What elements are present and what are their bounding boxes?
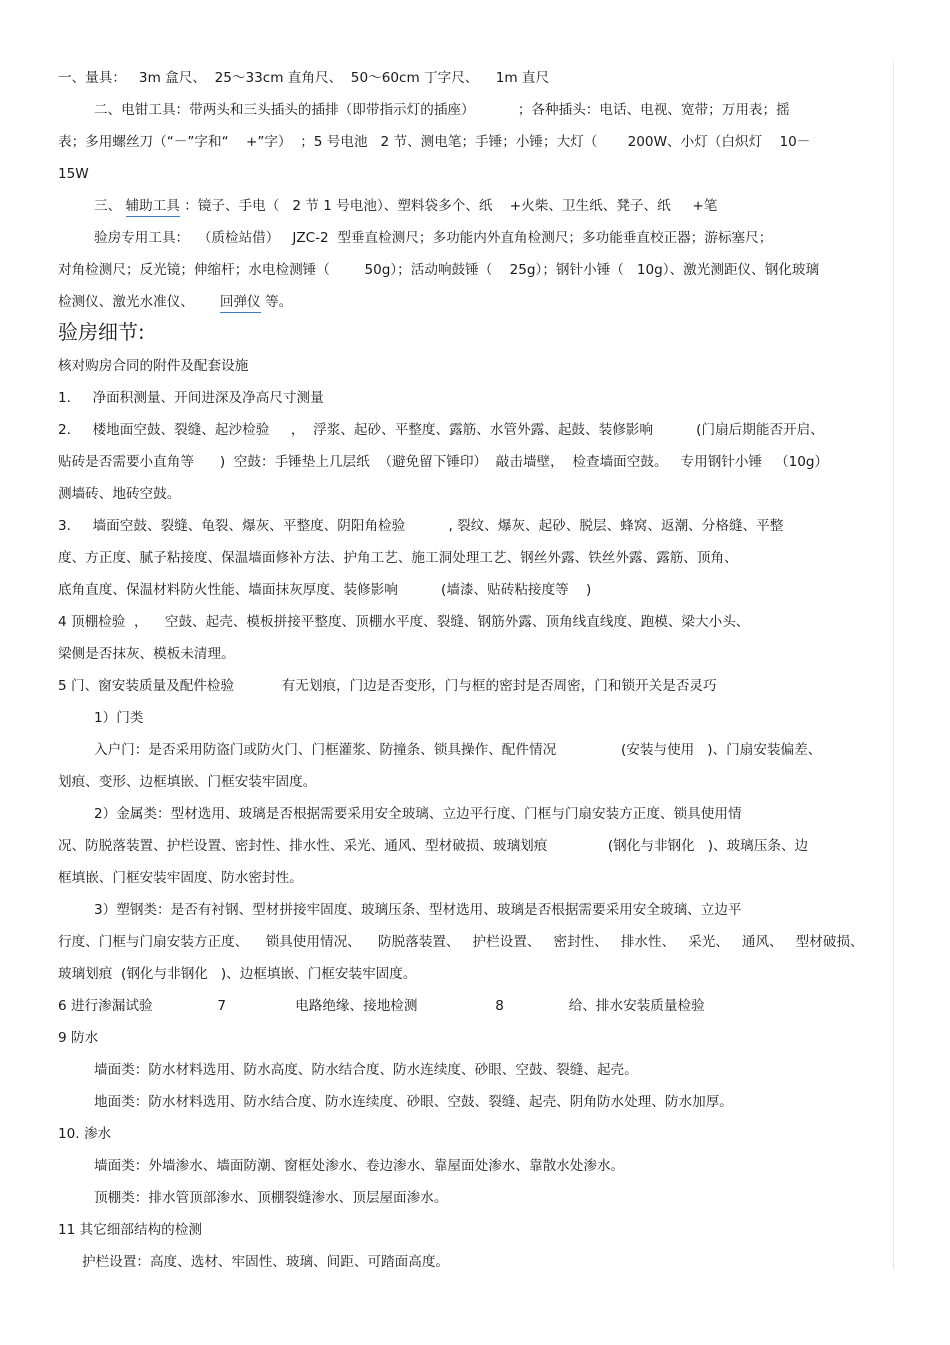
detail-line: 底角直度、保温材料防火性能、墙面抹灰厚度、装修影响 (墙漆、贴砖粘接度等 )	[58, 582, 592, 598]
detail-line: 行度、门框与门扇安装方正度、 锁具使用情况、 防脱落装置、 护栏设置、 密封性、 排水性、 采光、 通风、 型材破损、	[58, 934, 864, 950]
electrical-tools-line: 二、电钳工具：带两头和三头插头的插排（即带指示灯的插座） ；各种插头：电话、电视、宽带；万用表；摇	[94, 102, 790, 118]
detail-line: 划痕、变形、边框填嵌、门框安装牢固度。	[58, 774, 317, 790]
inspection-tools-suffix: 等。	[260, 294, 293, 310]
detail-line: 顶棚类：排水管顶部渗水、顶棚裂缝渗水、顶层屋面渗水。	[94, 1190, 448, 1206]
detail-line: 度、方正度、腻子粘接度、保温墙面修补方法、护角工艺、施工洞处理工艺、钢丝外露、铁丝外露、露筋、顶角、	[58, 550, 738, 566]
detail-line: 墙面类：防水材料选用、防水高度、防水结合度、防水连续度、砂眼、空鼓、裂缝、起壳。	[94, 1062, 638, 1078]
detail-line: 3）塑钢类：是否有衬钢、型材拼接牢固度、玻璃压条、型材选用、玻璃是否根据需要采用安全玻璃、立边平	[94, 902, 742, 918]
detail-line: 地面类：防水材料选用、防水结合度、防水连续度、砂眼、空鼓、裂缝、起壳、阴角防水处理、防水加厚。	[94, 1094, 733, 1110]
page-margin-line	[893, 62, 894, 1270]
detail-line: 况、防脱落装置、护栏设置、密封性、排水性、采光、通风、型材破损、玻璃划痕 (钢化与非钢化 )、玻璃压条、边	[58, 838, 809, 854]
section-heading: 验房细节:	[58, 320, 145, 344]
detail-line: 2. 楼地面空鼓、裂缝、起沙检验 ， 浮浆、起砂、平整度、露筋、水管外露、起鼓、装修影响 (门扇后期能否开启、	[58, 422, 824, 438]
measuring-tools-line: 一、量具： 3m 盒尺、 25～33cm 直角尺、 50～60cm 丁字尺、 1m 直尺	[58, 70, 550, 86]
detail-line: 5 门、窗安装质量及配件检验 有无划痕，门边是否变形，门与框的密封是否周密，门和锁开关是否灵巧	[58, 678, 717, 694]
detail-line: 9 防水	[58, 1030, 99, 1046]
detail-line: 10. 渗水	[58, 1126, 112, 1142]
detail-line: 3. 墙面空鼓、裂缝、龟裂、爆灰、平整度、阴阳角检验 , 裂纹、爆灰、起砂、脱层、蜂窝、返潮、分格缝、平整	[58, 518, 784, 534]
inspection-tools-line-2: 对角检测尺；反光镜；伸缩杆；水电检测锤（ 50g）；活动响鼓锤（ 25g）；钢针小锤（ 10g）、激光测距仪、钢化玻璃	[58, 262, 820, 278]
auxiliary-tools-link[interactable]: 辅助工具	[126, 198, 180, 217]
inspection-tools-line: 验房专用工具： （质检站借） JZC-2 型垂直检测尺；多功能内外直角检测尺；多功能垂直校正器；游标塞尺；	[94, 230, 773, 246]
detail-line: 1）门类	[94, 710, 144, 726]
electrical-tools-line-2: 表；多用螺丝刀（“－”字和“ +”字） ；5 号电池 2 节、测电笔；手锤；小锤；大灯（ 200W、小灯（白炽灯 10－	[58, 134, 811, 150]
detail-line: 墙面类：外墙渗水、墙面防潮、窗框处渗水、卷边渗水、靠屋面处渗水、靠散水处渗水。	[94, 1158, 625, 1174]
detail-line: 2）金属类：型材选用、玻璃是否根据需要采用安全玻璃、立边平行度、门框与门扇安装方正度、锁具使用情	[94, 806, 742, 822]
auxiliary-tools-text: ：镜子、手电（ 2 节 1 号电池）、塑料袋多个、纸 +火柴、卫生纸、凳子、纸 +笔	[179, 198, 718, 214]
detail-line: 11 其它细部结构的检测	[58, 1222, 202, 1238]
detail-line: 框填嵌、门框安装牢固度、防水密封性。	[58, 870, 303, 886]
detail-line: 测墙砖、地砖空鼓。	[58, 486, 181, 502]
detail-line: 梁侧是否抹灰、模板未清理。	[58, 646, 235, 662]
rebound-hammer-link[interactable]: 回弹仪	[220, 294, 261, 313]
detail-line: 入户门：是否采用防盗门或防火门、门框灌浆、防撞条、锁具操作、配件情况 (安装与使用 )、门扇安装偏差、	[94, 742, 822, 758]
auxiliary-tools-prefix: 三、	[94, 198, 126, 214]
detail-line: 核对购房合同的附件及配套设施	[58, 358, 249, 374]
inspection-tools-line-3	[58, 292, 292, 312]
detail-line: 玻璃划痕 (钢化与非钢化 )、边框填嵌、门框安装牢固度。	[58, 966, 417, 982]
auxiliary-tools-line	[94, 196, 717, 216]
detail-line: 4 顶棚检验 ， 空鼓、起壳、模板拼接平整度、顶棚水平度、裂缝、钢筋外露、顶角线直线度、跑模、梁大小头、	[58, 614, 750, 630]
detail-line: 1. 净面积测量、开间进深及净高尺寸测量	[58, 390, 324, 406]
detail-line: 护栏设置：高度、选材、牢固性、玻璃、间距、可踏面高度。	[82, 1254, 450, 1270]
detail-line: 贴砖是否需要小直角等 ) 空鼓：手锤垫上几层纸 （避免留下锤印） 敲击墙壁， 检查墙面空鼓。 专用钢针小锤 （10g）	[58, 454, 829, 470]
electrical-tools-line-3: 15W	[58, 166, 89, 182]
detail-line: 6 进行渗漏试验 7 电路绝缘、接地检测 8 给、排水安装质量检验	[58, 998, 705, 1014]
inspection-tools-text: 检测仪、激光水准仪、	[58, 294, 220, 310]
